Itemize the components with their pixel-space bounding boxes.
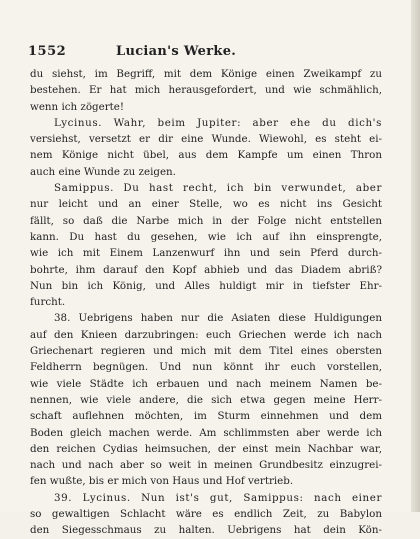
text-line: kann. Du hast du gesehen, wie ich auf ihn einsprengte, [30, 230, 382, 243]
text-line: Nun bin ich König, und Alles huldigt mir in tiefster Ehr- [30, 279, 382, 292]
text-line: wie ich mit Einem Lanzenwurf ihn und sein Pferd durch- [30, 247, 382, 260]
text-line: schaft auflehnen möchten, im Sturm einnehmen und dem [30, 410, 382, 423]
text-line: bohrte, ihm darauf den Kopf abhieb und das Diadem abriß? [30, 263, 382, 276]
text-line: wie viele Städte ich erbauen und nach meinem Namen be- [30, 377, 382, 390]
running-head: Lucian's Werke. [116, 44, 237, 59]
page-number: 1552 [28, 44, 67, 59]
text-line: bestehen. Er hat mich herausgefordert, und wie schmählich, [30, 84, 382, 97]
text-line: nach und nach aber so weit in meinen Grundbesitz einzugrei- [30, 459, 382, 472]
text-line: so gewaltigen Schlacht wäre es endlich Zeit, zu Babylon [30, 508, 382, 521]
text-line: nem Könige nicht übel, aus dem Kampfe um einen Thron [30, 149, 382, 162]
text-line: Feldherrn begnügen. Und nun könnt ihr euch vorstellen, [30, 361, 382, 374]
text-line: den reichen Cydias heimsuchen, der einst mein Nachbar war, [30, 442, 382, 455]
text-line: versiehst, versetzt er dir eine Wunde. Wiewohl, es steht ei- [30, 133, 382, 146]
text-line: Griechenart regieren und mich mit dem Titel eines obersten [30, 345, 382, 358]
text-line: 39. Lycinus. Nun ist's gut, Samippus: nach einer [54, 491, 382, 504]
text-line: fen wußte, bis er mich von Haus und Hof vertrieb. [30, 475, 294, 488]
text-line: 38. Uebrigens haben nur die Asiaten diese Huldigungen [54, 312, 382, 325]
text-line: wenn ich zögerte! [30, 100, 125, 113]
text-line: furcht. [30, 296, 66, 309]
text-line: Boden gleich machen werde. Am schlimmsten aber werde ich [30, 426, 382, 439]
text-line: den Siegesschmaus zu halten. Uebrigens hat dein Kön- [30, 524, 382, 537]
text-line: Lycinus. Wahr, beim Jupiter: aber ehe du dich's [54, 116, 382, 129]
text-line: auf den Knieen darzubringen: euch Griechen werde ich nach [30, 328, 382, 341]
text-line: nur leicht und an einer Stelle, wo es nicht ins Gesicht [30, 198, 382, 211]
text-line: du siehst, im Begriff, mit dem Könige einen Zweikampf zu [30, 68, 382, 80]
text-line: auch eine Wunde zu zeigen. [30, 165, 176, 178]
text-line: Samippus. Du hast recht, ich bin verwundet, aber [54, 182, 382, 195]
body-text [30, 66, 382, 539]
text-line: fällt, so daß die Narbe mich in der Folge nicht entstellen [30, 214, 382, 227]
text-line: nennen, wie viele andere, die sich etwa gegen meine Herr- [30, 393, 382, 406]
page-header [28, 44, 374, 64]
page-gutter-shadow [411, 0, 420, 512]
